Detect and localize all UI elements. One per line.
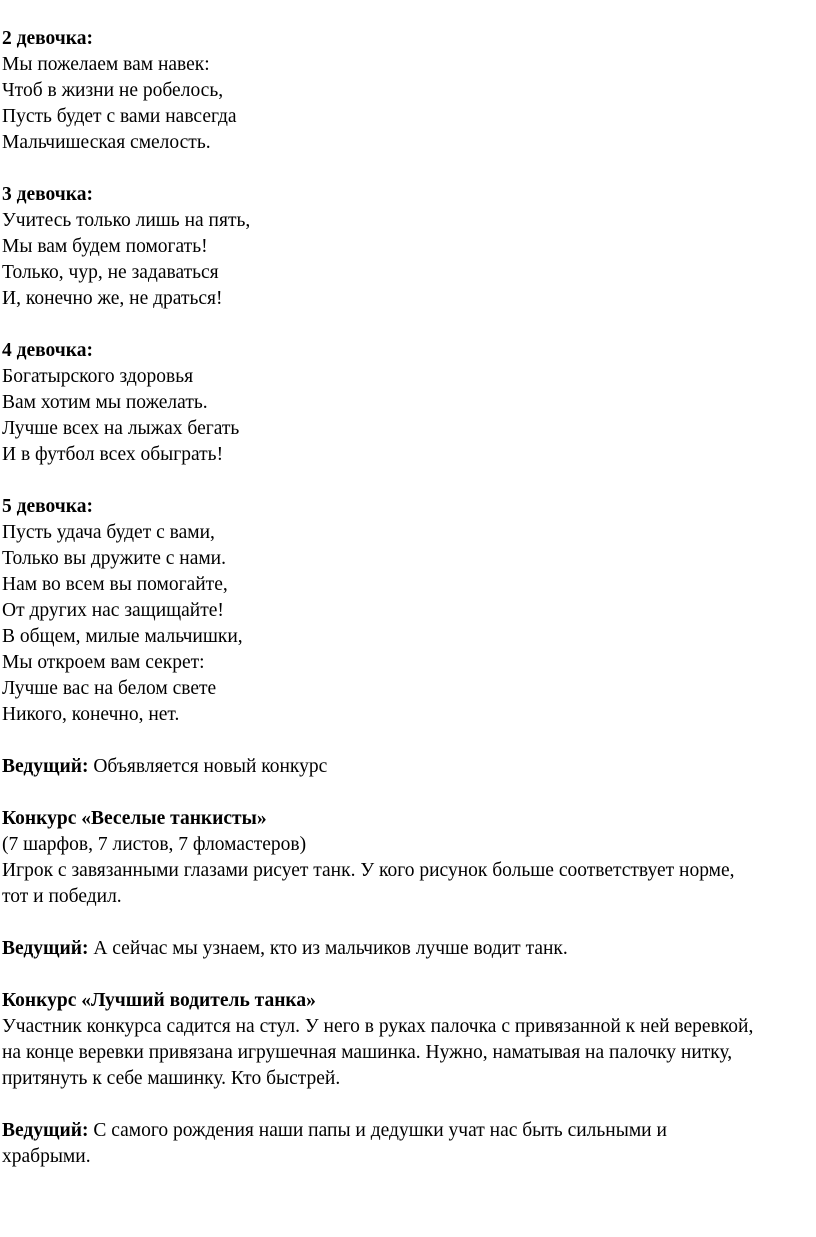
speaker-girl-5: 5 девочка: <box>2 496 93 517</box>
host-text-continuation: храбрыми. <box>2 1146 91 1167</box>
verse-line: Никого, конечно, нет. <box>2 704 180 725</box>
verse-line: Мальчишеская смелость. <box>2 132 211 153</box>
contest-props: (7 шарфов, 7 листов, 7 фломастеров) <box>2 834 307 855</box>
verse-line: Лучше вас на белом свете <box>2 678 217 699</box>
document-page <box>2 26 814 1170</box>
host-paragraph <box>2 936 814 962</box>
speaker-girl-2: 2 девочка: <box>2 28 93 49</box>
host-label: Ведущий: <box>2 756 89 777</box>
contest-description: Игрок с завязанными глазами рисует танк. У кого рисунок больше соответствует норме, <box>2 860 735 881</box>
paragraph-gap <box>2 312 814 338</box>
host-label: Ведущий: <box>2 938 89 959</box>
verse-line: Нам во всем вы помогайте, <box>2 574 228 595</box>
contest-description: Участник конкурса садится на стул. У него в руках палочка с привязанной к ней веревкой, <box>2 1016 754 1037</box>
paragraph-gap <box>2 1092 814 1118</box>
contest-description: тот и победил. <box>2 886 122 907</box>
contest-description: на конце веревки привязана игрушечная машинка. Нужно, наматывая на палочку нитку, <box>2 1042 733 1063</box>
verse-line: Только вы дружите с нами. <box>2 548 226 569</box>
contest-title: Конкурс «Лучший водитель танка» <box>2 990 316 1011</box>
verse-line: Вам хотим мы пожелать. <box>2 392 208 413</box>
host-text: С самого рождения наши папы и дедушки учат нас быть сильными и <box>88 1120 667 1141</box>
verse-line: Мы вам будем помогать! <box>2 236 208 257</box>
paragraph-gap <box>2 962 814 988</box>
speaker-girl-3: 3 девочка: <box>2 184 93 205</box>
speaker-girl-4: 4 девочка: <box>2 340 93 361</box>
verse-line: Мы откроем вам секрет: <box>2 652 205 673</box>
verse-line: Пусть будет с вами навсегда <box>2 106 237 127</box>
verse-line: Лучше всех на лыжах бегать <box>2 418 240 439</box>
verse-line: В общем, милые мальчишки, <box>2 626 243 647</box>
contest-description: притянуть к себе машинку. Кто быстрей. <box>2 1068 341 1089</box>
verse-line: И в футбол всех обыграть! <box>2 444 224 465</box>
verse-line: Только, чур, не задаваться <box>2 262 219 283</box>
host-paragraph <box>2 1118 814 1144</box>
contest-title: Конкурс «Веселые танкисты» <box>2 808 267 829</box>
verse-line: Богатырского здоровья <box>2 366 194 387</box>
verse-line: Учитесь только лишь на пять, <box>2 210 251 231</box>
verse-line: Пусть удача будет с вами, <box>2 522 215 543</box>
paragraph-gap <box>2 910 814 936</box>
host-text: Объявляется новый конкурс <box>88 756 328 777</box>
host-label: Ведущий: <box>2 1120 89 1141</box>
verse-line: И, конечно же, не драться! <box>2 288 223 309</box>
host-text: А сейчас мы узнаем, кто из мальчиков лучше водит танк. <box>88 938 568 959</box>
verse-line: Мы пожелаем вам навек: <box>2 54 210 75</box>
host-paragraph <box>2 754 814 780</box>
verse-line: Чтоб в жизни не робелось, <box>2 80 224 101</box>
paragraph-gap <box>2 468 814 494</box>
paragraph-gap <box>2 780 814 806</box>
paragraph-gap <box>2 728 814 754</box>
verse-line: От других нас защищайте! <box>2 600 224 621</box>
paragraph-gap <box>2 156 814 182</box>
